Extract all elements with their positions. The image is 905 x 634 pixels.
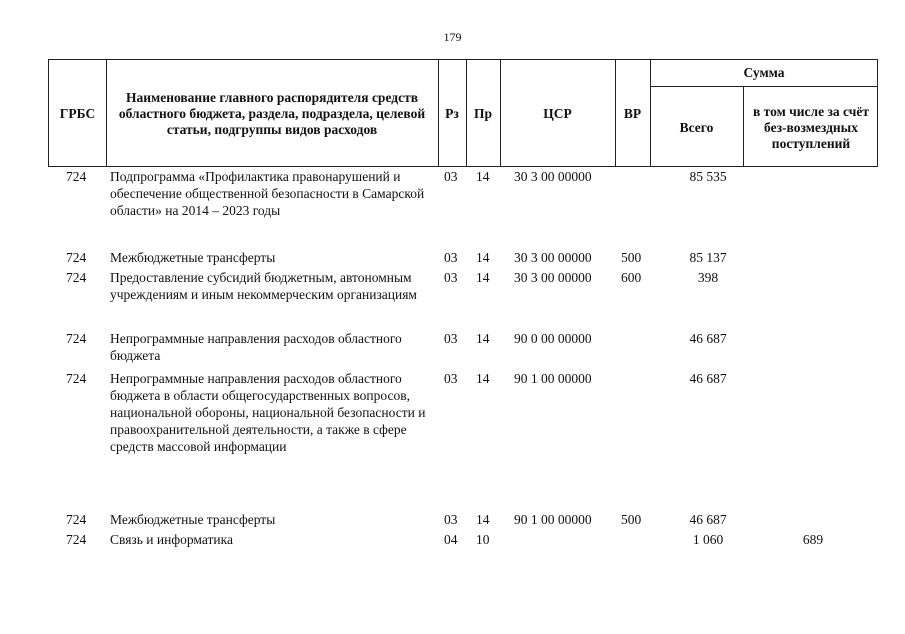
cell-vr: 600 [621, 270, 642, 285]
cell-csr: 90 1 00 00000 [514, 371, 592, 386]
page-number: 179 [443, 30, 462, 44]
cell-vr: 500 [621, 250, 642, 265]
header-rz: Рз [445, 106, 459, 121]
header-csr: ЦСР [543, 106, 572, 121]
cell-total: 85 535 [689, 169, 727, 184]
cell-csr: 90 0 00 00000 [514, 331, 592, 346]
header-total: Всего [679, 119, 714, 135]
cell-name: Предоставление субсидий бюджетным, автономным учреждениям и иным некоммерческим организациям [110, 270, 417, 302]
cell-grbs: 724 [66, 169, 87, 184]
cell-pr: 14 [476, 270, 490, 285]
cell-csr: 30 3 00 00000 [514, 250, 592, 265]
cell-pr: 14 [476, 512, 490, 527]
cell-rz: 03 [444, 169, 458, 184]
cell-grbs: 724 [66, 270, 87, 285]
cell-total: 46 687 [689, 512, 727, 527]
cell-name: Межбюджетные трансферты [110, 250, 276, 265]
cell-pr: 14 [476, 250, 490, 265]
cell-rz: 04 [444, 532, 458, 547]
header-grbs: ГРБС [59, 106, 96, 121]
cell-csr: 30 3 00 00000 [514, 270, 592, 285]
cell-name: Непрограммные направления расходов областного бюджета в области общегосударственных вопросов, национальной обороны, национальной безопасности и правоохранительной деятельности, а также в сфере средств массовой информации [110, 371, 426, 454]
cell-name: Связь и информатика [110, 532, 233, 547]
header-vr: ВР [623, 106, 642, 121]
cell-name: Межбюджетные трансферты [110, 512, 276, 527]
cell-rz: 03 [444, 331, 458, 346]
cell-pr: 14 [476, 331, 490, 346]
cell-grbs: 724 [66, 512, 87, 527]
cell-total: 1 060 [692, 532, 724, 547]
cell-total: 46 687 [689, 371, 727, 386]
cell-pr: 10 [476, 532, 490, 547]
cell-rz: 03 [444, 270, 458, 285]
cell-grbs: 724 [66, 331, 87, 346]
cell-grbs: 724 [66, 371, 87, 386]
header-free: в том числе за счёт без-возмездных поступлений [752, 103, 869, 151]
cell-total: 46 687 [689, 331, 727, 346]
cell-grbs: 724 [66, 532, 87, 547]
cell-name: Подпрограмма «Профилактика правонарушений и обеспечение общественной безопасности в Самарской области» на 2014 – 2023 годы [110, 169, 425, 218]
cell-grbs: 724 [66, 250, 87, 265]
header-pr: Пр [473, 106, 492, 121]
cell-total: 85 137 [689, 250, 727, 265]
cell-pr: 14 [476, 371, 490, 386]
cell-rz: 03 [444, 371, 458, 386]
cell-total: 398 [697, 270, 719, 285]
cell-pr: 14 [476, 169, 490, 184]
cell-rz: 03 [444, 512, 458, 527]
table-header [48, 59, 878, 167]
header-sum: Сумма [743, 65, 785, 80]
cell-name: Непрограммные направления расходов областного бюджета [110, 331, 402, 363]
cell-csr: 30 3 00 00000 [514, 169, 592, 184]
cell-rz: 03 [444, 250, 458, 265]
cell-vr: 500 [621, 512, 642, 527]
header-name: Наименование главного распорядителя средств областного бюджета, раздела, подраздела, целевой статьи, подгруппы видов расходов [118, 90, 426, 137]
cell-free: 689 [802, 532, 824, 547]
cell-csr: 90 1 00 00000 [514, 512, 592, 527]
